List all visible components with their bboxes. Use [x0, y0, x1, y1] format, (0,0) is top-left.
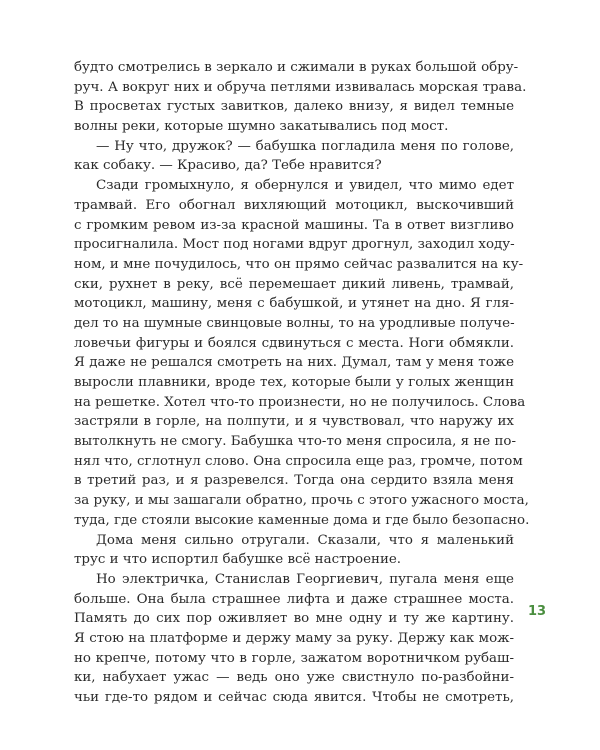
- text-line: ловечьи фигуры и боялся сдвинуться с места. Ноги обмякли.: [74, 335, 514, 351]
- text-line: за руку, и мы зашагали обратно, прочь с этого ужасного моста,: [74, 493, 529, 509]
- text-line: ки, набухает ужас — ведь оно уже свистнуло по-разбойни-: [74, 670, 514, 686]
- text-line: больше. Она была страшнее лифта и даже страшнее моста.: [74, 591, 514, 607]
- text-line: но крепче, потому что в горле, зажатом воротничком рубаш-: [74, 650, 514, 666]
- text-line: чьи где-то рядом и сейчас сюда явится. Чтобы не смотреть,: [74, 690, 514, 705]
- text-line: трус и что испортил бабушке всё настроение.: [74, 552, 402, 568]
- text-line: на решетке. Хотел что-то произнести, но не получилось. Слова: [74, 394, 526, 410]
- text-line: ски, рухнет в реку, всё перемешает дикий ливень, трамвай,: [74, 276, 514, 292]
- text-line: Дома меня сильно отругали. Сказали, что я маленький: [96, 532, 514, 548]
- text-line: просигналила. Мост под ногами вдруг дрогнул, заходил ходу-: [74, 237, 515, 253]
- text-line: В просветах густых завитков, далеко внизу, я видел темные: [74, 99, 514, 115]
- text-line: как собаку. — Красиво, да? Тебе нравится?: [74, 158, 382, 174]
- text-line: Но электричка, Станислав Георгиевич, пугала меня еще: [96, 571, 514, 587]
- text-line: мотоцикл, машину, меня с бабушкой, и утянет на дно. Я гля-: [74, 296, 514, 312]
- text-line: с громким ревом из-за красной машины. Та в ответ визгливо: [74, 217, 514, 233]
- text-line: дел то на шумные свинцовые волны, то на уродливые получе-: [74, 315, 515, 331]
- text-line: застряли в горле, на полпути, и я чувствовал, что наружу их: [74, 414, 514, 430]
- text-line: выросли плавники, вроде тех, которые были у голых женщин: [74, 375, 514, 390]
- text-line: Я стою на платформе и держу маму за руку. Держу как мож-: [74, 630, 514, 646]
- body-text: [74, 58, 530, 708]
- text-line: — Ну что, дружок? — бабушка погладила меня по голове,: [96, 138, 514, 154]
- text-line: руч. А вокруг них и обруча петлями извивалась морская трава.: [74, 79, 527, 95]
- text-line: трамвай. Его обогнал вихляющий мотоцикл, выскочивший: [74, 197, 514, 213]
- text-line: в третий раз, и я разревелся. Тогда она сердито взяла меня: [74, 473, 514, 489]
- page-number: 13: [528, 604, 547, 619]
- text-line: Сзади громыхнуло, я обернулся и увидел, что мимо едет: [96, 178, 514, 194]
- text-line: Я даже не решался смотреть на них. Думал, там у меня тоже: [74, 355, 514, 371]
- text-line: будто смотрелись в зеркало и сжимали в руках большой обру-: [74, 60, 519, 75]
- text-line: ном, и мне почудилось, что он прямо сейчас развалится на ку-: [74, 256, 524, 272]
- text-line: вытолкнуть не смогу. Бабушка что-то меня спросила, я не по-: [74, 434, 516, 450]
- text-line: Память до сих пор оживляет во мне одну и ту же картину.: [74, 611, 514, 627]
- text-line: туда, где стояли высокие каменные дома и где было безопасно.: [74, 512, 530, 528]
- text-line: волны реки, которые шумно закатывались под мост.: [74, 119, 449, 135]
- text-line: нял что, сглотнул слово. Она спросила еще раз, громче, потом: [74, 453, 523, 469]
